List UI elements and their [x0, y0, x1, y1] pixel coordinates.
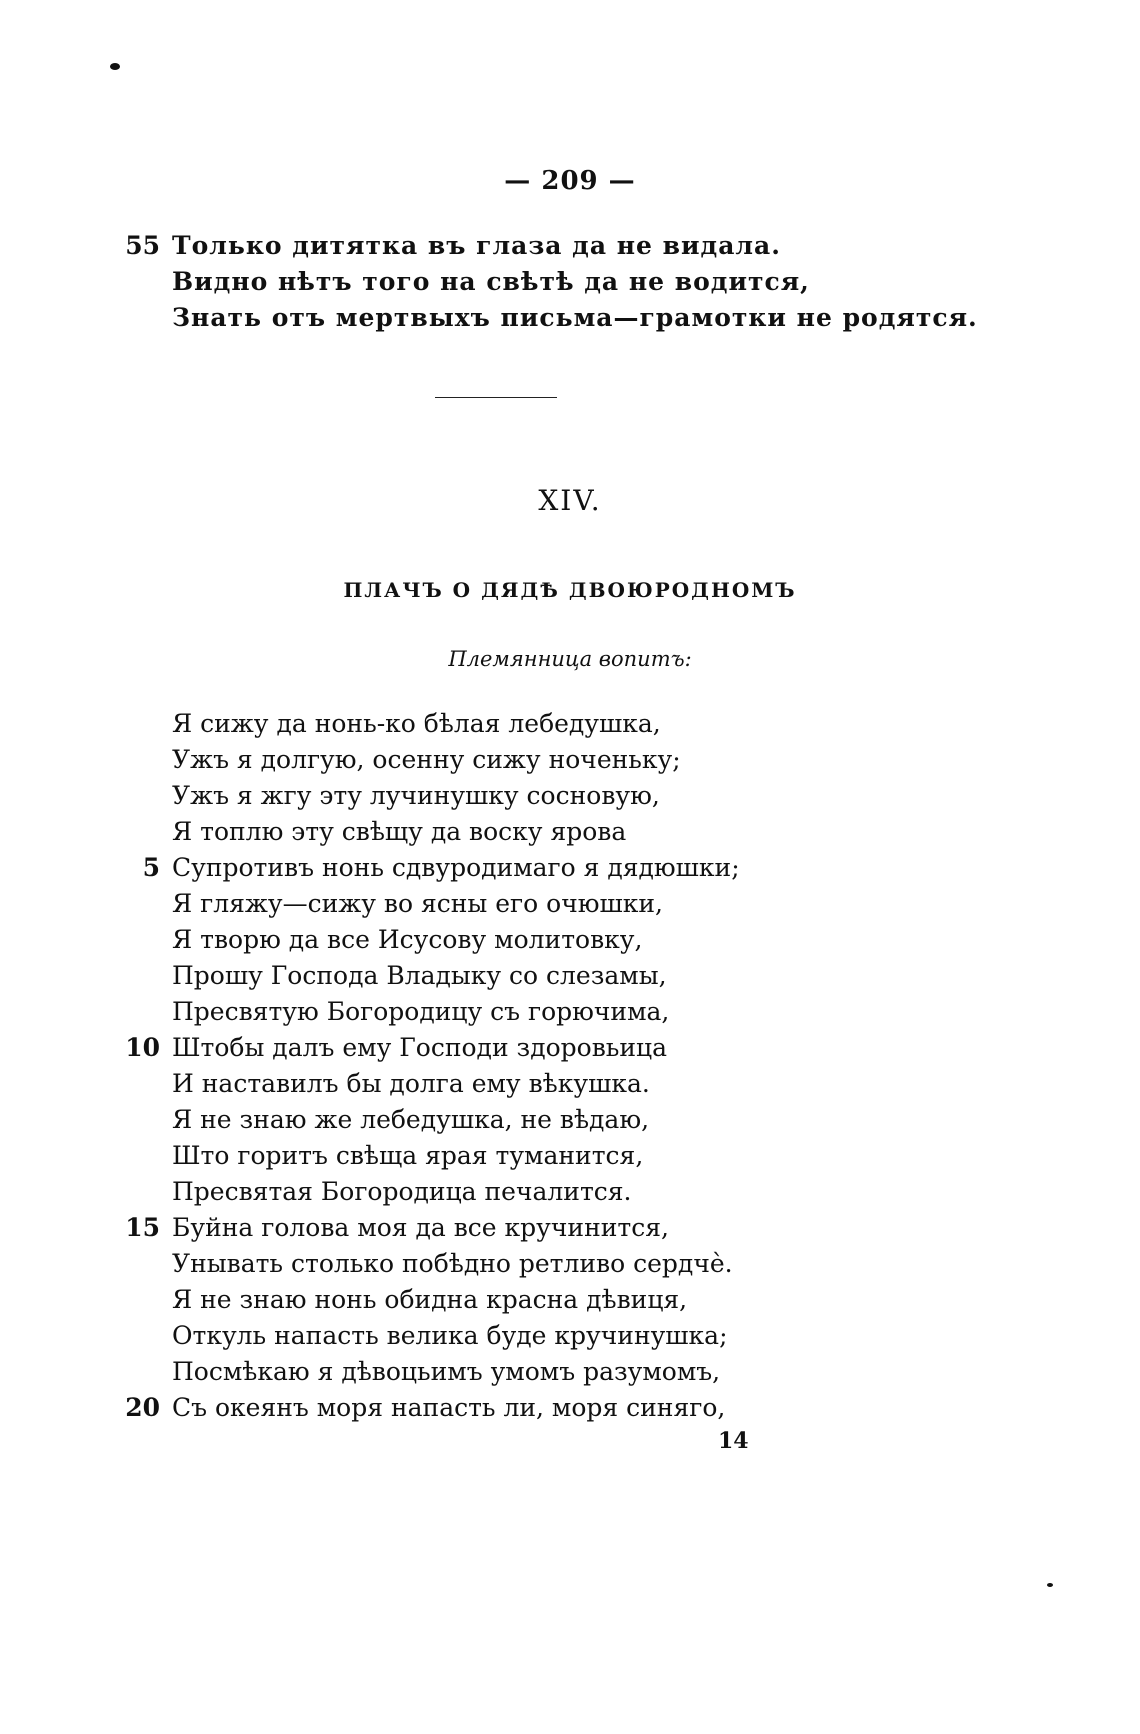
line-text: Только дитятка въ глаза да не видала.: [172, 231, 781, 260]
line-text: Супротивъ нонь сдвуродимаго я дядюшки;: [172, 853, 740, 882]
line-number: 55: [125, 231, 160, 260]
ink-speck: [1047, 1583, 1053, 1587]
line-text: Я гляжу—сижу во ясны его очюшки,: [172, 889, 663, 918]
signature-mark: 14: [718, 1428, 749, 1454]
section-number: XIV.: [538, 484, 602, 517]
line-text: Знать отъ мертвыхъ письма—грамотки не родятся.: [172, 303, 978, 332]
line-number: 20: [125, 1393, 160, 1422]
line-text: Я творю да все Исусову молитовку,: [172, 925, 643, 954]
line-number: 10: [125, 1033, 160, 1062]
line-number: 15: [125, 1213, 160, 1242]
line-text: Я не знаю же лебедушка, не вѣдаю,: [172, 1105, 650, 1134]
line-text: Прошу Господа Владыку со слезамы,: [172, 961, 667, 990]
line-text: Ужъ я долгую, осенну сижу ноченьку;: [172, 745, 681, 774]
ink-speck: [110, 63, 120, 70]
line-number: 5: [142, 853, 160, 882]
line-text: Пресвятую Богородицу съ горючима,: [172, 997, 670, 1026]
line-text: Я топлю эту свѣщу да воску ярова: [172, 817, 627, 846]
line-text: Унывать столько побѣдно ретливо сердчѐ.: [172, 1249, 733, 1278]
line-text: Што горитъ свѣща ярая туманится,: [172, 1141, 644, 1170]
line-text: И наставилъ бы долга ему вѣкушка.: [172, 1069, 650, 1098]
line-text: Съ океянъ моря напасть ли, моря синяго,: [172, 1393, 726, 1422]
section-divider: [435, 397, 557, 398]
line-text: Я не знаю нонь обидна красна дѣвиця,: [172, 1285, 688, 1314]
poem-title: ПЛАЧЪ О ДЯДѢ ДВОЮРОДНОМЪ: [343, 578, 797, 602]
line-text: Буйна голова моя да все кручинится,: [172, 1213, 669, 1242]
speaker-line: Племянница вопитъ:: [448, 647, 692, 671]
line-text: Пресвятая Богородица печалится.: [172, 1177, 632, 1206]
line-text: Видно нѣтъ того на свѣтѣ да не водится,: [172, 267, 810, 296]
line-text: Я сижу да нонь-ко бѣлая лебедушка,: [172, 709, 661, 738]
page-number: — 209 —: [504, 166, 636, 196]
line-text: Откуль напасть велика буде кручинушка;: [172, 1321, 728, 1350]
line-text: Ужъ я жгу эту лучинушку сосновую,: [172, 781, 660, 810]
line-text: Посмѣкаю я дѣвоцьимъ умомъ разумомъ,: [172, 1357, 721, 1386]
line-text: Штобы далъ ему Господи здоровьица: [172, 1033, 668, 1062]
